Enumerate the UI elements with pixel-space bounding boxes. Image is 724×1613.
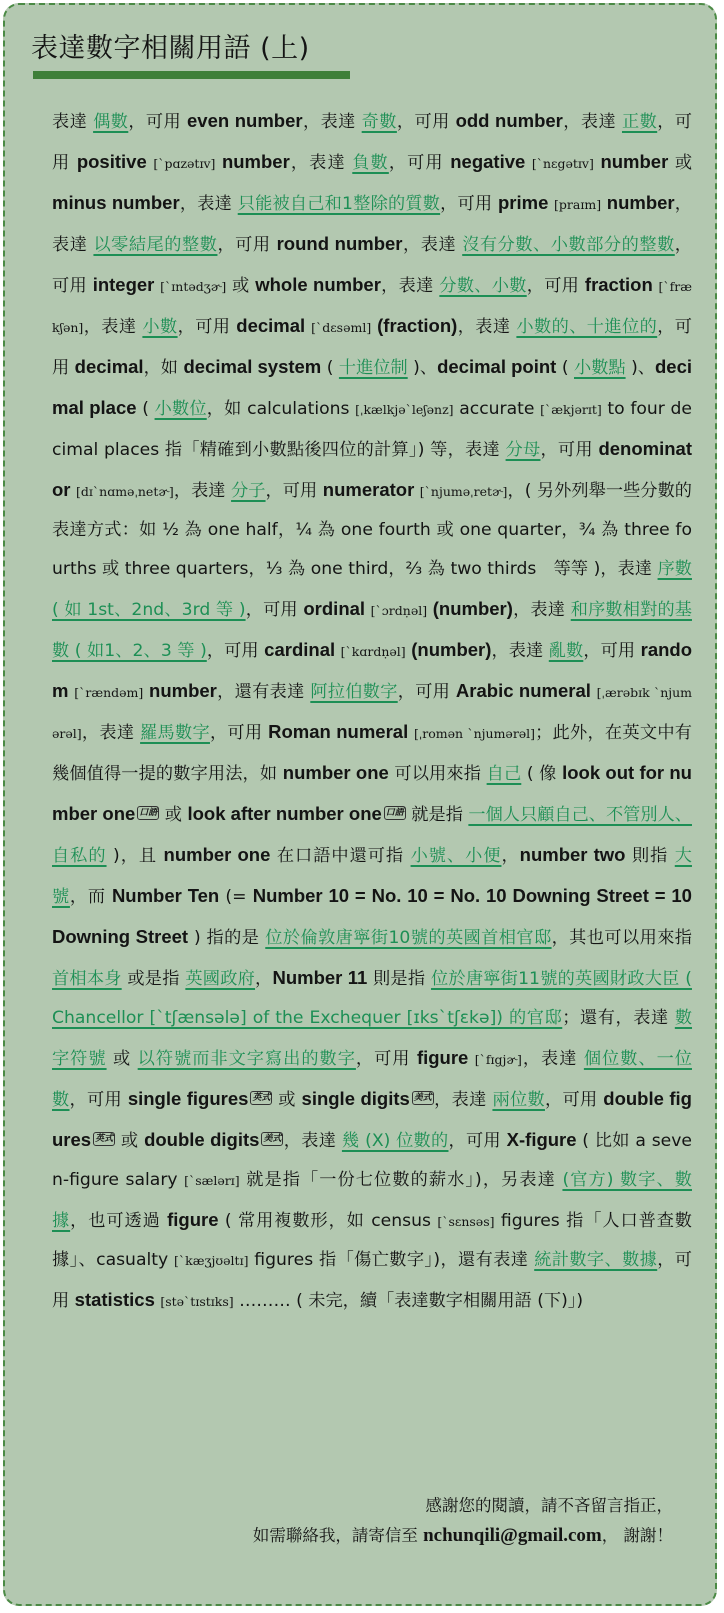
usage-tag: 美式: [413, 1093, 432, 1103]
english-term: cardinal: [264, 639, 336, 660]
english-term: ordinal: [303, 598, 366, 619]
text-run: 或是指: [121, 969, 186, 989]
text-run: ，如: [143, 358, 184, 378]
english-term: decimal: [74, 356, 144, 377]
text-run: ，可用: [526, 276, 585, 296]
text-run: ，可用: [52, 1250, 692, 1311]
text-run: ，而: [69, 887, 112, 907]
text-run: 可以用來指: [388, 764, 487, 784]
text-run: 或: [106, 1049, 138, 1069]
highlighted-term: 小數點: [574, 358, 626, 378]
text-run: (=: [219, 887, 253, 907]
highlighted-term: 沒有分數、小數部分的整數: [462, 235, 675, 255]
highlighted-term: 分母: [505, 440, 541, 460]
footer-contact-suffix: ， 謝謝！: [601, 1526, 673, 1545]
highlighted-term: 十進位制: [338, 358, 408, 378]
english-term: integer: [92, 274, 155, 295]
highlighted-term: 英國政府: [185, 969, 256, 989]
english-term: statistics: [74, 1289, 155, 1310]
highlighted-term: 首相本身: [52, 969, 122, 989]
text-run: ，表達: [283, 1131, 342, 1151]
english-term: negative: [450, 151, 526, 172]
text-run: to four decimal places 指「精確到小數點後四位的計算」) 等，表達: [52, 399, 692, 460]
highlighted-term: 幾 (X) 位數的: [341, 1131, 449, 1151]
text-run: ，也可透過: [70, 1211, 168, 1231]
text-run: 或: [159, 805, 188, 825]
footer-contact-prefix: 如需聯絡我，請寄信至: [252, 1526, 424, 1545]
english-term: Number 10 = No. 10 = No. 10 Downing Street = 10 Downing Street: [52, 885, 692, 947]
text-run: 則是指: [367, 969, 431, 989]
highlighted-term: 亂數: [548, 641, 584, 661]
highlighted-term: 兩位數: [492, 1090, 545, 1110]
text-run: ，表達: [562, 112, 622, 132]
text-run: ……… ( 未完，續「表達數字相關用語 (下)」): [233, 1291, 584, 1311]
highlighted-term: 負數: [352, 153, 389, 173]
highlighted-term: 分數、小數: [439, 276, 527, 296]
text-run: (: [321, 358, 339, 378]
phonetic: [`sɛnsəs]: [437, 1214, 495, 1229]
phonetic: [`ækjərɪt]: [540, 402, 602, 417]
english-term: figure: [167, 1209, 219, 1230]
text-run: ，表達: [521, 1049, 584, 1069]
highlighted-term: 正數: [621, 112, 658, 132]
text-run: accurate: [453, 399, 541, 419]
english-term: double figures: [52, 1088, 692, 1150]
phonetic: [ˌærəbɪk `njumərəl]: [52, 685, 693, 741]
text-run: ，表達: [52, 194, 692, 255]
english-term: look out for number one: [52, 762, 692, 824]
highlighted-term: 位於唐寧街11號的英國財政大臣 ( Chancellor [`tʃænsələ] of the Exchequer [ɪks`tʃɛkə]) 的官邸: [52, 969, 692, 1028]
text-run: ，表達: [179, 194, 238, 214]
text-run: 就是指: [405, 805, 469, 825]
title-underline: [33, 71, 350, 79]
text-run: 或: [115, 1131, 145, 1151]
english-term: denominator: [52, 438, 692, 500]
phonetic: [`dɛsəml]: [311, 320, 372, 335]
english-term: Number 11: [272, 967, 368, 988]
english-term: (number): [411, 639, 492, 660]
text-run: )，且: [106, 846, 164, 866]
english-term: Roman numeral: [268, 721, 409, 742]
text-run: ，可用: [544, 1090, 604, 1110]
phonetic: [`ɔrdṇəl]: [370, 603, 428, 618]
usage-tag: 英式: [95, 1134, 114, 1144]
highlighted-term: (官方) 數字、數據: [52, 1170, 692, 1231]
article-title: 表達數字相關用語 (上): [31, 33, 310, 64]
text-run: ，可用: [52, 235, 692, 296]
highlighted-term: 羅馬數字: [140, 723, 210, 743]
text-run: figures 指「傷亡數字」)，還有表達: [248, 1250, 535, 1270]
text-run: ，可用: [448, 1131, 507, 1151]
text-run: ，可用: [209, 723, 269, 743]
english-term: figure: [416, 1047, 469, 1068]
text-run: ，可用: [396, 112, 456, 132]
highlighted-term: 以符號而非文字寫出的數字: [137, 1049, 356, 1069]
english-term: (number): [432, 598, 513, 619]
phonetic: [dɪ`nɑməˌnetɚ]: [76, 484, 174, 499]
highlighted-term: 和序數相對的基數 ( 如1、2、3 等 ): [52, 600, 692, 661]
highlighted-term: 小數位: [154, 399, 207, 419]
english-term: (fraction): [377, 315, 458, 336]
phonetic: [ˌromən `njumərəl]: [413, 726, 536, 741]
article-card: [3, 3, 717, 1606]
text-run: ，可用: [177, 317, 237, 337]
english-term: even number: [187, 110, 303, 131]
phonetic: [`frækʃən]: [52, 279, 692, 335]
phonetic: [`fɪgjɚ]: [474, 1052, 522, 1067]
text-run: ，可用: [206, 641, 265, 661]
phonetic: [`pɑzətɪv]: [153, 156, 216, 171]
highlighted-term: 序數 ( 如 1st、2nd、3rd 等 ): [52, 559, 692, 620]
text-run: ，如 calculations: [206, 399, 356, 419]
text-run: )、: [625, 358, 655, 378]
text-run: ，可用: [397, 682, 456, 702]
text-run: ，可用: [128, 112, 187, 132]
text-run: ，可用: [265, 481, 323, 501]
text-run: ，表達: [380, 276, 440, 296]
text-run: ，可用: [52, 317, 692, 378]
text-run: ) 指的是: [188, 928, 266, 948]
text-run: ，( 另外列舉一些分數的表達方式：如 ½ 為 one half，¼ 為 one fourth 或 one quarter，¾ 為 three fourths 或 three quarters，⅓ 為 one third，⅔ 為 two thirds 等等 )，表達: [52, 481, 692, 579]
english-term: numerator: [322, 479, 415, 500]
text-run: ，可用: [355, 1049, 417, 1069]
text-run: (: [136, 399, 155, 419]
english-term: single figures: [127, 1088, 249, 1109]
highlighted-term: 位於倫敦唐寧街10號的英國首相官邸: [265, 928, 552, 948]
english-term: number two: [519, 844, 626, 865]
text-run: ，可用: [69, 1090, 128, 1110]
english-term: decimal: [236, 315, 306, 336]
phonetic: [`kɑrdṇəl]: [340, 644, 406, 659]
english-term: random: [52, 639, 693, 701]
text-run: ( 比如 a seven-figure salary: [52, 1131, 692, 1190]
english-term: decimal place: [52, 356, 693, 418]
text-run: ，表達: [433, 1090, 493, 1110]
text-run: 或: [226, 276, 256, 296]
text-run: ，可用: [440, 194, 498, 214]
highlighted-term: 小數的、十進位的: [516, 317, 658, 337]
text-run: ，表達: [512, 600, 571, 620]
usage-tag: 口語: [139, 808, 158, 818]
highlighted-term: 統計數字、數據: [534, 1250, 658, 1270]
footer-note: [253, 1491, 673, 1551]
highlighted-term: 自己: [486, 764, 522, 784]
text-run: )、: [407, 358, 438, 378]
text-run: ，可用: [217, 235, 277, 255]
highlighted-term: 阿拉伯數字: [310, 682, 398, 702]
text-run: 或: [272, 1090, 302, 1110]
text-run: ( 像: [521, 764, 563, 784]
phonetic: [`ɪntədʒɚ]: [160, 279, 227, 294]
phonetic: [praɪm]: [554, 197, 602, 212]
text-run: ，可用: [540, 440, 599, 460]
usage-tag: 英式: [252, 1093, 271, 1103]
highlighted-term: 分子: [231, 481, 266, 501]
highlighted-term: 只能被自己和1整除的質數: [237, 194, 441, 214]
phonetic: [stə`tɪstɪks]: [160, 1294, 234, 1309]
text-run: 在口語中還可指: [270, 846, 411, 866]
text-run: ，其也可以用來指: [551, 928, 692, 948]
english-term: X-figure: [506, 1129, 577, 1150]
text-run: ，可用: [583, 641, 641, 661]
text-run: ，表達: [491, 641, 549, 661]
phonetic: [`nɛgətɪv]: [531, 156, 594, 171]
highlighted-term: 以零結尾的整數: [93, 235, 218, 255]
english-term: decimal point: [437, 356, 557, 377]
contact-email: nchunqili@gmail.com: [423, 1525, 602, 1546]
highlighted-term: 一個人只顧自己、不管別人、自私的: [52, 805, 692, 866]
english-term: round number: [276, 233, 403, 254]
text-run: 則指: [625, 846, 675, 866]
text-run: ，表達: [81, 723, 141, 743]
text-run: ，: [255, 969, 273, 989]
text-run: ，表達: [302, 112, 362, 132]
english-term: fraction: [584, 274, 653, 295]
english-term: number: [221, 151, 290, 172]
english-term: number one: [163, 844, 271, 865]
english-term: number one: [282, 762, 389, 783]
text-run: ，可用: [52, 112, 692, 173]
highlighted-term: 小數: [142, 317, 178, 337]
text-run: ，表達: [402, 235, 463, 255]
text-run: ，表達: [173, 481, 232, 501]
english-term: single digits: [301, 1088, 410, 1109]
usage-tag: 美式: [263, 1134, 282, 1144]
text-run: 就是指「一份七位數的薪水」)，另表達: [239, 1170, 563, 1190]
phonetic: [`njuməˌretɚ]: [419, 484, 508, 499]
article-body: [52, 101, 692, 1321]
text-run: ，可用: [388, 153, 451, 173]
highlighted-term: 大號: [52, 846, 692, 907]
english-term: odd number: [455, 110, 563, 131]
english-term: whole number: [255, 274, 381, 295]
english-term: double digits: [144, 1129, 260, 1150]
english-term: minus number: [52, 192, 180, 213]
text-run: ，表達: [289, 153, 353, 173]
footer-contact-line: [253, 1521, 673, 1551]
highlighted-term: 小號、小便: [410, 846, 502, 866]
phonetic: [`sælərɪ]: [184, 1173, 240, 1188]
english-term: Number Ten: [111, 885, 220, 906]
text-run: 或: [668, 153, 693, 173]
english-term: number: [600, 151, 669, 172]
phonetic: [ˌkælkjə`leʃənz]: [355, 402, 454, 417]
text-run: ，表達: [83, 317, 143, 337]
usage-tag: 口語: [385, 808, 404, 818]
text-run: ，還有表達: [216, 682, 311, 702]
highlighted-term: 偶數: [93, 112, 129, 132]
highlighted-term: 數字符號: [52, 1008, 693, 1069]
text-run: (: [556, 358, 574, 378]
text-run: ( 常用複數形，如 census: [218, 1211, 438, 1231]
phonetic: [`rændəm]: [74, 685, 144, 700]
phonetic: [`kæʒjʊəltɪ]: [174, 1253, 249, 1268]
english-term: decimal system: [183, 356, 322, 377]
text-run: figures 指「人口普查數據」、casualty: [52, 1211, 692, 1270]
text-run: ；此外，在英文中有幾個值得一提的數字用法，如: [52, 723, 692, 784]
english-term: number: [149, 680, 217, 701]
highlighted-term: 奇數: [361, 112, 397, 132]
text-run: ；還有，表達: [562, 1008, 675, 1028]
highlighted-term: 個位數、一位數: [52, 1049, 692, 1110]
english-term: Arabic numeral: [455, 680, 591, 701]
english-term: prime: [497, 192, 549, 213]
text-run: ，可用: [245, 600, 304, 620]
english-term: look after number one: [187, 803, 382, 824]
text-run: ，: [501, 846, 520, 866]
text-run: ，表達: [457, 317, 517, 337]
footer-thanks-line: 感謝您的閱讀，請不吝留言指正，: [425, 1496, 673, 1515]
english-term: positive: [76, 151, 147, 172]
english-term: number: [606, 192, 675, 213]
text-run: 表達: [52, 112, 94, 132]
